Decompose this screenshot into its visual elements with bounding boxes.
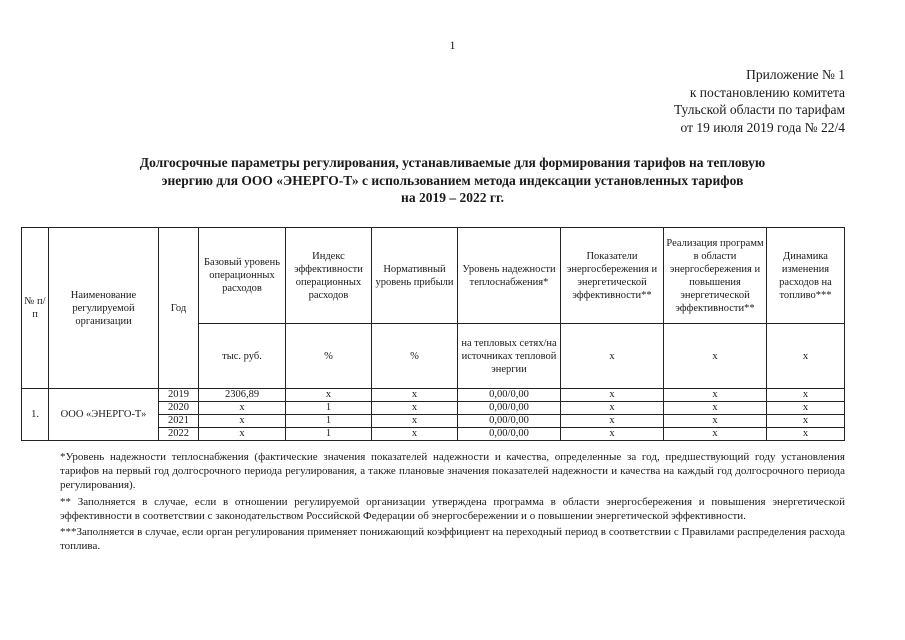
org-name: ООО «ЭНЕРГО-Т»	[49, 389, 159, 441]
header-row	[22, 228, 845, 324]
appendix-line-2: к постановлению комитета	[689, 84, 845, 100]
cell-base: х	[199, 428, 286, 441]
cell-index: 1	[286, 415, 372, 428]
unit-programs: х	[664, 324, 767, 389]
header-profit: Нормативный уровень прибыли	[372, 228, 458, 324]
cell-energy: х	[561, 428, 664, 441]
footnote-3: ***Заполняется в случае, если орган регулирования применяет понижающий коэффициент на переходный период в соответствии с Правилами распределения расхода топлива.	[60, 526, 845, 553]
document-title	[60, 154, 845, 207]
parameters-table	[21, 227, 845, 441]
header-base-costs: Базовый уровень операционных расходов	[199, 228, 286, 324]
cell-profit: х	[372, 415, 458, 428]
unit-base: тыс. руб.	[199, 324, 286, 389]
title-line-3: на 2019 – 2022 гг.	[401, 190, 504, 205]
header-org: Наименование регулируемой организации	[49, 228, 159, 389]
cell-programs: х	[664, 389, 767, 402]
table-row	[22, 389, 845, 402]
cell-fuel: х	[767, 415, 845, 428]
cell-energy: х	[561, 415, 664, 428]
unit-index: %	[286, 324, 372, 389]
header-year: Год	[159, 228, 199, 389]
cell-profit: х	[372, 428, 458, 441]
cell-year: 2020	[159, 402, 199, 415]
cell-profit: х	[372, 402, 458, 415]
unit-profit: %	[372, 324, 458, 389]
org-number: 1.	[22, 389, 49, 441]
header-num: № п/п	[22, 228, 49, 389]
cell-index: х	[286, 389, 372, 402]
cell-fuel: х	[767, 428, 845, 441]
title-line-2: энергию для ООО «ЭНЕРГО-Т» с использованием метода индексации установленных тарифов	[161, 172, 744, 188]
unit-energy: х	[561, 324, 664, 389]
cell-programs: х	[664, 402, 767, 415]
cell-year: 2021	[159, 415, 199, 428]
cell-reliability: 0,00/0,00	[458, 428, 561, 441]
cell-energy: х	[561, 402, 664, 415]
cell-reliability: 0,00/0,00	[458, 402, 561, 415]
title-line-1: Долгосрочные параметры регулирования, устанавливаемые для формирования тарифов на тепловую	[139, 155, 766, 170]
header-efficiency-index: Индекс эффективности операционных расходов	[286, 228, 372, 324]
cell-programs: х	[664, 428, 767, 441]
appendix-line-4: от 19 июля 2019 года № 22/4	[680, 119, 845, 135]
cell-index: 1	[286, 402, 372, 415]
header-energy-saving: Показатели энергосбережения и энергетической эффективности**	[561, 228, 664, 324]
cell-fuel: х	[767, 389, 845, 402]
cell-index: 1	[286, 428, 372, 441]
appendix-line-1: Приложение № 1	[746, 67, 845, 82]
header-fuel: Динамика изменения расходов на топливо***	[767, 228, 845, 324]
footnotes	[60, 450, 845, 553]
cell-fuel: х	[767, 402, 845, 415]
cell-energy: х	[561, 389, 664, 402]
cell-reliability: 0,00/0,00	[458, 389, 561, 402]
cell-year: 2019	[159, 389, 199, 402]
cell-year: 2022	[159, 428, 199, 441]
cell-base: 2306,89	[199, 389, 286, 402]
footnote-1: *Уровень надежности теплоснабжения (фактические значения показателей надежности и качества, определенные за год, предшествующий году установления тарифов на первый год долгосрочного периода регулирования, а также плановые значения показателей надежности и качества на каждый год долгосрочного периода регулирования).	[60, 451, 845, 492]
footnote-2: ** Заполняется в случае, если в отношении регулируемой организации утверждена программа в области энергосбережения и повышения энергетической эффективности в соответствии с законодательством Российской Федерации об энергосбережении и о повышении энергетической эффективности.	[60, 495, 845, 522]
unit-fuel: х	[767, 324, 845, 389]
cell-base: х	[199, 402, 286, 415]
page-number: 1	[449, 38, 456, 52]
cell-programs: х	[664, 415, 767, 428]
header-programs: Реализация программ в области энергосбережения и повышения энергетической эффективности**	[664, 228, 767, 324]
unit-reliability: на тепловых сетях/на источниках тепловой энергии	[458, 324, 561, 389]
cell-reliability: 0,00/0,00	[458, 415, 561, 428]
cell-base: х	[199, 415, 286, 428]
header-reliability: Уровень надежности теплоснабжения*	[458, 228, 561, 324]
appendix-line-3: Тульской области по тарифам	[673, 102, 845, 117]
cell-profit: х	[372, 389, 458, 402]
appendix-block	[674, 66, 845, 136]
